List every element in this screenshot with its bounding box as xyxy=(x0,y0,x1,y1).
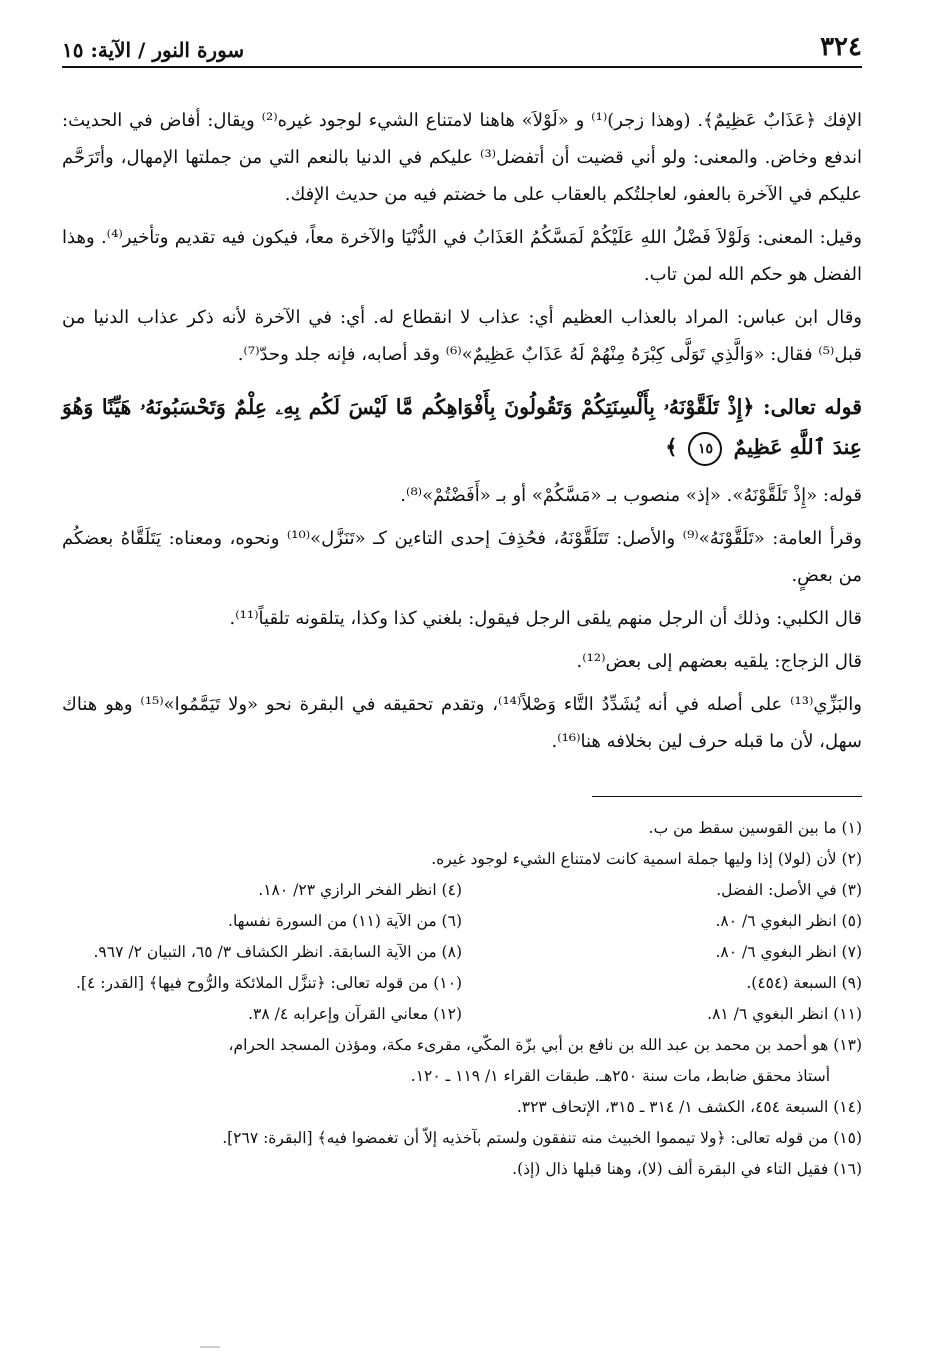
footnote-5: (٥) انظر البغوي ٦/ ٨٠. xyxy=(715,912,862,930)
verse-text: قوله تعالى: ﴿إِذْ تَلَقَّوْنَهُۥ بِأَلْسِنَتِكُمْ وَتَقُولُونَ بِأَفْوَاهِكُم مَّا لَيْسَ لَكُم بِهِۦ عِلْمٌ وَتَحْسَبُونَهُۥ هَيِّنًا وَهُوَ عِندَ ٱللَّهِ عَظِيمٌ xyxy=(62,395,862,459)
paragraph-7: قال الزجاج: يلقيه بعضهم إلى بعض⁽¹²⁾. xyxy=(576,651,862,672)
footnote-10: (١٠) من قوله تعالى: ﴿تنزَّل الملائكة والرُّوح فيها﴾ [القدر: ٤]. xyxy=(75,974,462,992)
footnote-4: (٤) انظر الفخر الرازي ٢٣/ ١٨٠. xyxy=(258,881,462,899)
footnote-13-continued: أستاذ محقق ضابط، مات سنة ٢٥٠هـ. طبقات القراء ١/ ١١٩ ـ ١٢٠. xyxy=(410,1067,830,1085)
footnote-7: (٧) انظر البغوي ٦/ ٨٠. xyxy=(715,943,862,961)
footnote-2: (٢) لأن (لولا) إذا وليها جملة اسمية كانت لامتناع الشيء لوجود غيره. xyxy=(431,850,862,868)
footnote-14: (١٤) السبعة ٤٥٤، الكشف ١/ ٣١٤ ـ ٣١٥، الإتحاف ٣٢٣. xyxy=(516,1098,862,1116)
page-number: ٣٢٤ xyxy=(820,32,862,62)
footnote-row xyxy=(62,875,862,906)
scan-artifact xyxy=(200,1346,220,1348)
footnote-row xyxy=(62,999,862,1030)
footnote-11: (١١) انظر البغوي ٦/ ٨١. xyxy=(707,1005,862,1023)
footnote-1: (١) ما بين القوسين سقط من ب. xyxy=(648,819,862,837)
footnote-separator xyxy=(592,796,862,797)
paragraph-8: والبَزِّي⁽¹³⁾ على أصله في أنه يُشَدِّدُ التَّاء وَصْلاً⁽¹⁴⁾، وتقدم تحقيقه في البقرة نحو «ولا تَيَمَّمُوا»⁽¹⁵⁾ وهو هناك سهل، لأن ما قبله حرف لين بخلافه هنا⁽¹⁶⁾. xyxy=(62,694,863,752)
footnote-8: (٨) من الآية السابقة. انظر الكشاف ٣/ ٦٥، التبيان ٢/ ٩٦٧. xyxy=(93,943,462,961)
main-text xyxy=(62,102,862,760)
footnote-6: (٦) من الآية (١١) من السورة نفسها. xyxy=(228,912,462,930)
footnote-12: (١٢) معاني القرآن وإعرابه ٤/ ٣٨. xyxy=(248,1005,462,1023)
page-header xyxy=(62,28,862,68)
footnotes xyxy=(62,813,862,1185)
paragraph-5: وقرأ العامة: «تَلَقَّوْنَهُ»⁽⁹⁾ والأصل: تَتَلَقَّوْنَهُ، فحُذِفَ إحدى التاءين كـ «تَنَزَّل»⁽¹⁰⁾ ونحوه، ومعناه: يَتَلَقَّاهُ بعضكُم من بعضٍ. xyxy=(62,528,862,586)
footnote-row xyxy=(62,906,862,937)
paragraph-6: قال الكلبي: وذلك أن الرجل منهم يلقى الرجل فيقول: بلغني كذا وكذا، يتلقونه تلقياً⁽¹¹⁾. xyxy=(229,608,862,629)
quran-verse xyxy=(62,387,862,467)
footnote-3: (٣) في الأصل: الفضل. xyxy=(716,881,862,899)
verse-close-bracket: ﴾ xyxy=(665,435,678,459)
paragraph-1: الإفك ﴿عَذَابٌ عَظِيمٌ﴾. (وهذا زجر)⁽¹⁾ و «لَوْلاَ» هاهنا لامتناع الشيء لوجود غيره⁽²⁾ ويقال: أفاض في الحديث: اندفع وخاض. والمعنى: ولو أني قضيت أن أتفضل⁽³⁾ عليكم في الدنيا بالنعم التي من جملتها الإمهال، وأتَرَحَّم عليكم في الآخرة بالعفو، لعاجلتُكم بالعقاب على ما خضتم فيه من حديث الإفك. xyxy=(62,110,862,205)
footnote-row xyxy=(62,937,862,968)
footnote-row xyxy=(62,968,862,999)
footnote-13: (١٣) هو أحمد بن محمد بن عبد الله بن نافع بن أبي بزّة المكّي، مقرىء مكة، ومؤذن المسجد الحرام، xyxy=(228,1036,862,1054)
paragraph-4: قوله: «إِذْ تَلَقَّوْنَهُ». «إذ» منصوب بـ «مَسَّكُمْ» أو بـ «أَفَضْتُمْ»⁽⁸⁾. xyxy=(400,485,862,506)
footnote-15: (١٥) من قوله تعالى: ﴿ولا تيمموا الخبيث منه تنفقون ولستم بآخذيه إلاّ أن تغمضوا فيه﴾ [البقرة: ٢٦٧]. xyxy=(222,1129,862,1147)
footnote-16: (١٦) فقيل التاء في البقرة ألف (لا)، وهنا قبلها ذال (إذ). xyxy=(512,1160,862,1178)
running-title: سورة النور / الآية: ١٥ xyxy=(62,38,245,62)
ayah-number-icon: ١٥ xyxy=(688,432,722,466)
paragraph-3: وقال ابن عباس: المراد بالعذاب العظيم أي: عذاب لا انقطاع له. أي: في الآخرة لأنه ذكر عذاب الدنيا من قبل⁽⁵⁾ فقال: «وَالَّذِي تَوَلَّى كِبْرَهُ مِنْهُمْ لَهُ عَذَابٌ عَظِيمٌ»⁽⁶⁾ وقد أصابه، فإنه جلد وحدّ⁽⁷⁾. xyxy=(62,307,862,365)
paragraph-2: وقيل: المعنى: وَلَوْلاَ فَضْلُ اللهِ عَلَيْكُمْ لَمَسَّكُمُ العَذَابُ في الدُّنْيَا والآخرة معاً، فيكون فيه تقديم وتأخير⁽⁴⁾. وهذا الفضل هو حكم الله لمن تاب. xyxy=(62,227,862,285)
book-page xyxy=(62,28,862,1185)
footnote-9: (٩) السبعة (٤٥٤). xyxy=(746,974,862,992)
